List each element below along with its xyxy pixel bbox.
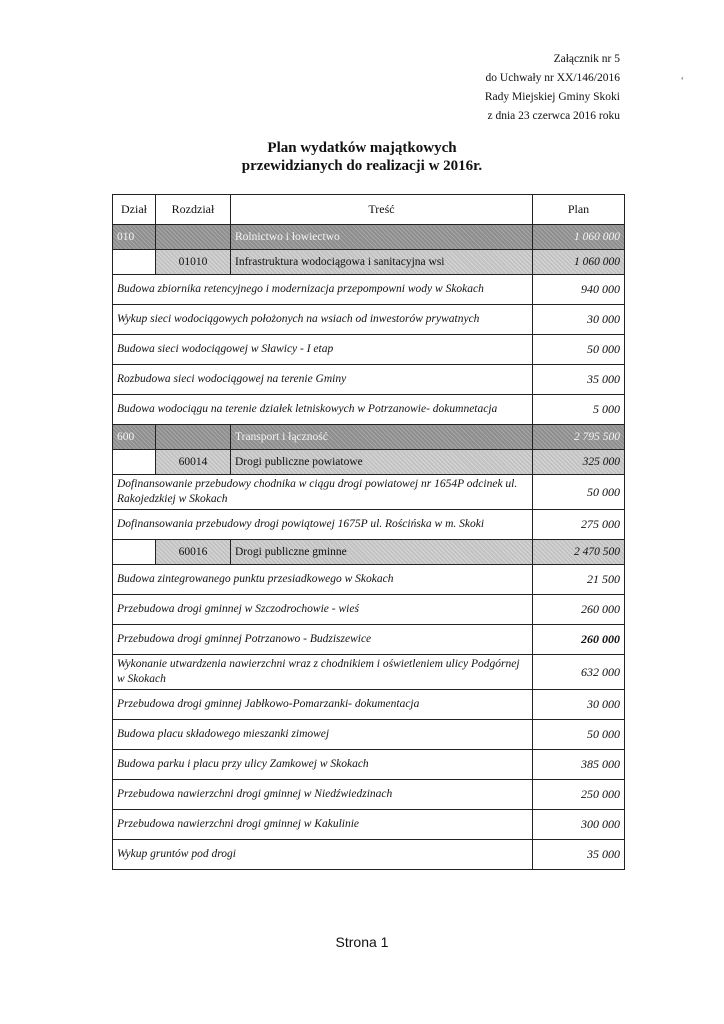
item-plan: 21 500 [533,565,625,595]
table-row [113,655,625,690]
section-dzial: 600 [113,425,156,450]
item-name: Przebudowa nawierzchni drogi gminnej w Niedźwiedzinach [113,780,533,810]
table-row [113,305,625,335]
header-dzial: Dział [113,195,156,225]
item-plan: 50 000 [533,720,625,750]
item-plan: 50 000 [533,475,625,510]
item-plan: 250 000 [533,780,625,810]
document-title [0,139,724,175]
table-row [113,595,625,625]
header-rozdzial: Rozdział [156,195,231,225]
attachment-line-4: z dnia 23 czerwca 2016 roku [487,110,620,122]
subsection-dzial-empty [113,540,156,565]
expenditure-table [112,194,625,870]
attachment-note [485,50,620,126]
subsection-row [113,250,625,275]
item-name: Budowa zintegrowanego punktu przesiadkowego w Skokach [113,565,533,595]
table-row [113,510,625,540]
item-plan: 385 000 [533,750,625,780]
item-plan: 940 000 [533,275,625,305]
item-plan: 260 000 [533,595,625,625]
table-row [113,565,625,595]
item-name: Dofinansowanie przebudowy chodnika w ciągu drogi powiatowej nr 1654P odcinek ul. Rakojedzkiej w Skokach [113,475,533,510]
subsection-dzial-empty [113,250,156,275]
section-rozdzial-empty [156,225,231,250]
item-plan: 260 000 [533,625,625,655]
item-name: Budowa parku i placu przy ulicy Zamkowej w Skokach [113,750,533,780]
subsection-rozdzial: 01010 [156,250,231,275]
subsection-plan: 1 060 000 [533,250,625,275]
table-row [113,275,625,305]
item-name: Budowa wodociągu na terenie działek letniskowych w Potrzanowie- dokumnetacja [113,395,533,425]
item-name: Wykup sieci wodociągowych położonych na wsiach od inwestorów prywatnych [113,305,533,335]
subsection-row [113,450,625,475]
table-row [113,720,625,750]
item-name: Przebudowa drogi gminnej Potrzanowo - Budziszewice [113,625,533,655]
section-plan: 1 060 000 [533,225,625,250]
item-plan: 30 000 [533,305,625,335]
subsection-plan: 325 000 [533,450,625,475]
table-row [113,690,625,720]
title-line-2: przewidzianych do realizacji w 2016r. [241,158,483,174]
subsection-name: Drogi publiczne gminne [231,540,533,565]
subsection-rozdzial: 60016 [156,540,231,565]
table-row [113,750,625,780]
header-tresc: Treść [231,195,533,225]
section-plan: 2 795 500 [533,425,625,450]
item-name: Przebudowa drogi gminnej w Szczodrochowie - wieś [113,595,533,625]
item-plan: 35 000 [533,840,625,870]
subsection-rozdzial: 60014 [156,450,231,475]
stray-scan-mark: ‘ [680,76,684,87]
item-plan: 30 000 [533,690,625,720]
section-rozdzial-empty [156,425,231,450]
table-row [113,335,625,365]
section-row [113,425,625,450]
item-plan: 275 000 [533,510,625,540]
item-plan: 632 000 [533,655,625,690]
attachment-line-2: do Uchwały nr XX/146/2016 [485,72,620,84]
item-name: Budowa sieci wodociągowej w Sławicy - I etap [113,335,533,365]
item-name: Wykonanie utwardzenia nawierzchni wraz z chodnikiem i oświetleniem ulicy Podgórnej w Skokach [113,655,533,690]
item-plan: 50 000 [533,335,625,365]
table-header-row [113,195,625,225]
table-body [113,225,625,870]
item-name: Przebudowa nawierzchni drogi gminnej w Kakulinie [113,810,533,840]
table-row [113,780,625,810]
item-name: Budowa zbiornika retencyjnego i modernizacja przepompowni wody w Skokach [113,275,533,305]
table-row [113,365,625,395]
item-name: Budowa placu składowego mieszanki zimowej [113,720,533,750]
item-name: Wykup gruntów pod drogi [113,840,533,870]
item-plan: 300 000 [533,810,625,840]
item-plan: 35 000 [533,365,625,395]
item-name: Przebudowa drogi gminnej Jabłkowo-Pomarzanki- dokumentacja [113,690,533,720]
table-row [113,840,625,870]
subsection-name: Drogi publiczne powiatowe [231,450,533,475]
subsection-dzial-empty [113,450,156,475]
title-line-1: Plan wydatków majątkowych [267,140,457,156]
section-dzial: 010 [113,225,156,250]
attachment-line-1: Załącznik nr 5 [553,53,620,65]
page-number: Strona 1 [335,934,389,950]
table-row [113,475,625,510]
section-row [113,225,625,250]
attachment-line-3: Rady Miejskiej Gminy Skoki [484,91,620,103]
table-row [113,625,625,655]
subsection-plan: 2 470 500 [533,540,625,565]
item-name: Rozbudowa sieci wodociągowej na terenie Gminy [113,365,533,395]
subsection-name: Infrastruktura wodociągowa i sanitacyjna wsi [231,250,533,275]
subsection-row [113,540,625,565]
table-row [113,395,625,425]
section-name: Transport i łączność [231,425,533,450]
section-name: Rolnictwo i łowiectwo [231,225,533,250]
header-plan: Plan [533,195,625,225]
item-plan: 5 000 [533,395,625,425]
item-name: Dofinansowania przebudowy drogi powiątowej 1675P ul. Rościńska w m. Skoki [113,510,533,540]
table-row [113,810,625,840]
